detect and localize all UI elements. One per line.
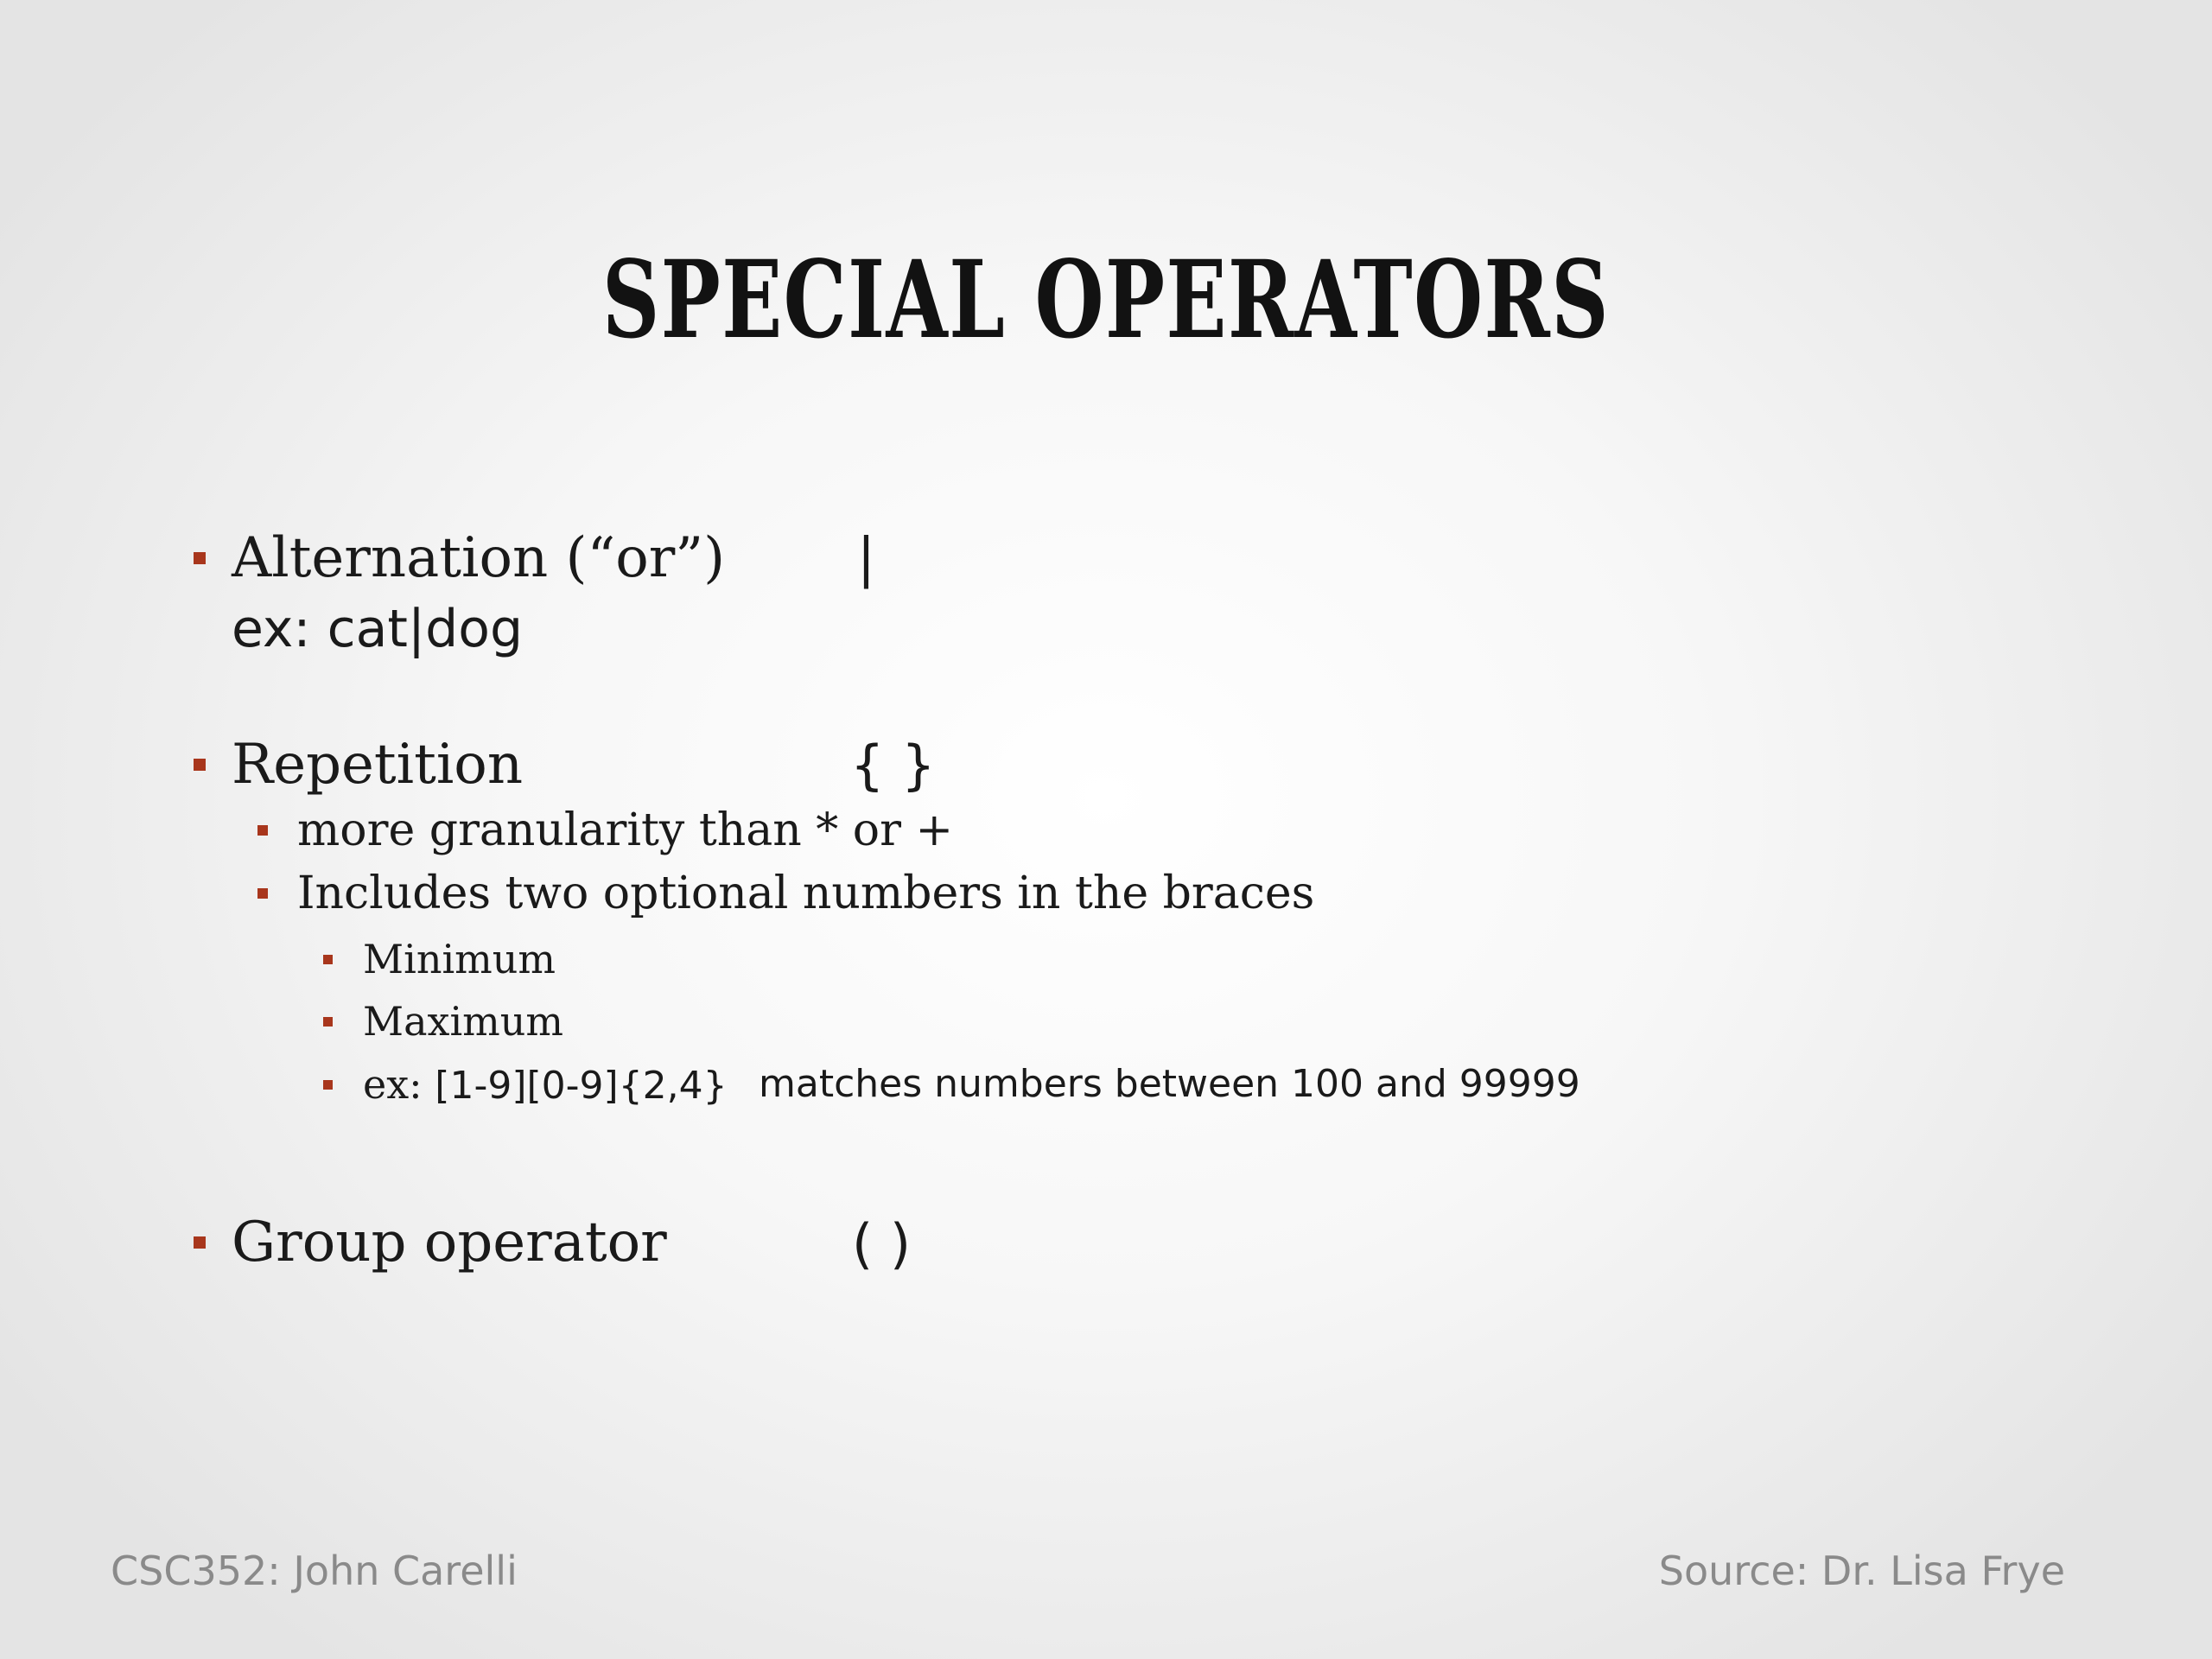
group-label: Group operator: [232, 1211, 667, 1274]
bullet-marker: [194, 1236, 206, 1249]
slide-title: SPECIAL OPERATORS: [601, 238, 1611, 363]
repetition-subsub-item: Minimum: [363, 936, 556, 982]
bullet-marker: [323, 1080, 333, 1090]
bullet-marker: [323, 955, 333, 964]
group-symbol: ( ): [852, 1212, 912, 1275]
repetition-sub-item: more granularity than * or +: [297, 804, 954, 856]
repetition-example-desc: matches numbers between 100 and 99999: [759, 1062, 1580, 1106]
repetition-example-pattern: [1-9][0-9]{2,4}: [435, 1064, 728, 1108]
footer-right: Source: Dr. Lisa Frye: [1658, 1548, 2065, 1594]
repetition-subsub-item: Maximum: [363, 998, 564, 1045]
repetition-symbol: { }: [850, 734, 936, 797]
bullet-marker: [194, 552, 206, 564]
bullet-marker: [257, 825, 268, 836]
bullet-marker: [257, 888, 268, 899]
repetition-example: [363, 1058, 728, 1112]
repetition-example-prefix: ex:: [363, 1061, 435, 1108]
repetition-sub-item: Includes two optional numbers in the braces: [297, 868, 1315, 919]
alternation-label: Alternation (“or”): [232, 526, 726, 590]
alternation-symbol: |: [857, 526, 875, 589]
bullet-marker: [194, 759, 206, 771]
bullet-marker: [323, 1017, 333, 1027]
footer-left: CSC352: John Carelli: [111, 1548, 518, 1594]
alternation-example: ex: cat|dog: [232, 599, 524, 659]
repetition-label: Repetition: [232, 733, 524, 797]
